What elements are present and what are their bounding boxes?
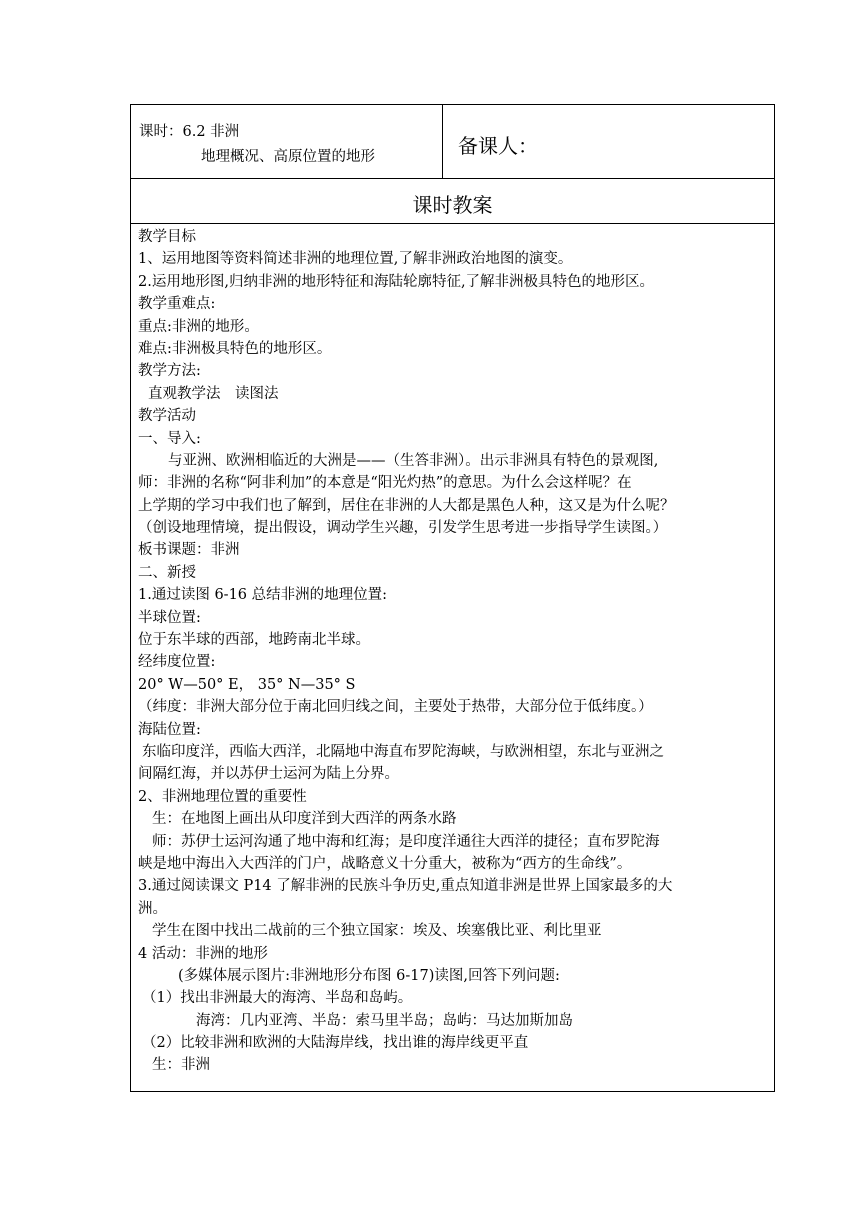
text-line: 间隔红海，并以苏伊士运河为陆上分界。 xyxy=(138,766,399,783)
text-line: 师：非洲的名称“阿非利加”的本意是“阳光灼热”的意思。为什么会这样呢？在 xyxy=(138,475,632,492)
text-line: 半球位置: xyxy=(138,609,201,626)
text-line: 直观教学法 读图法 xyxy=(148,385,279,402)
text-line: (多媒体展示图片:非洲地形分布图 6-17)读图,回答下列问题: xyxy=(178,967,560,984)
text-line: 20° W—50° E， 35° N—35° S xyxy=(138,676,356,693)
preparer-label: 备课人： xyxy=(458,134,538,158)
text-line: 东临印度洋，西临大西洋，北隔地中海直布罗陀海峡，与欧洲相望，东北与亚洲之 xyxy=(142,743,664,760)
text-line: 重点:非洲的地形。 xyxy=(138,318,259,335)
text-line: （纬度：非洲大部分位于南北回归线之间，主要处于热带，大部分位于低纬度。） xyxy=(138,699,653,716)
text-line: 2、非洲地理位置的重要性 xyxy=(138,788,307,805)
header-row xyxy=(131,105,774,179)
text-line: 上学期的学习中我们也了解到，居住在非洲的人大都是黑色人种，这又是为什么呢？ xyxy=(138,497,675,514)
text-line: 教学重难点: xyxy=(138,296,216,313)
lesson-title: 课时：6.2 非洲 xyxy=(139,124,240,140)
text-line: 4 活动：非洲的地形 xyxy=(138,945,268,962)
text-line: 师：苏伊士运河沟通了地中海和红海；是印度洋通往大西洋的捷径；直布罗陀海 xyxy=(152,833,660,850)
text-line: 一、导入: xyxy=(138,430,201,447)
text-line: 3.通过阅读课文 P14 了解非洲的民族斗争历史,重点知道非洲是世界上国家最多的大 xyxy=(138,878,673,895)
text-line: 1、运用地图等资料简述非洲的地理位置,了解非洲政治地图的演变。 xyxy=(138,251,573,268)
text-line: 难点:非洲极具特色的地形区。 xyxy=(138,340,332,357)
lesson-subtitle: 地理概况、高原位置的地形 xyxy=(201,149,375,165)
lesson-plan-table xyxy=(130,104,775,1092)
plan-title: 课时教案 xyxy=(412,193,493,217)
plan-body xyxy=(138,226,770,1077)
text-line: （2）比较非洲和欧洲的大陆海岸线，找出谁的海岸线更平直 xyxy=(142,1035,529,1052)
text-line: 生：非洲 xyxy=(152,1057,210,1074)
text-line: 峡是地中海出入大西洋的门户，战略意义十分重大，被称为“西方的生命线”。 xyxy=(138,855,632,872)
text-line: 生：在地图上画出从印度洋到大西洋的两条水路 xyxy=(152,811,457,828)
text-line: 二、新授 xyxy=(138,564,196,581)
text-line: 经纬度位置: xyxy=(138,654,216,671)
title-row xyxy=(131,179,774,224)
text-line: 教学目标 xyxy=(138,229,196,245)
text-line: 2.运用地形图,归纳非洲的地形特征和海陆轮廓特征,了解非洲极具特色的地形区。 xyxy=(138,273,655,290)
text-line: 位于东半球的西部，地跨南北半球。 xyxy=(138,632,370,649)
text-line: 洲。 xyxy=(138,900,167,917)
text-line: 教学活动 xyxy=(138,408,196,425)
preparer-cell xyxy=(443,105,774,178)
text-line: 板书课题：非洲 xyxy=(138,542,240,559)
text-line: （创设地理情境，提出假设，调动学生兴趣，引发学生思考进一步指导学生读图。） xyxy=(138,520,668,537)
text-line: 教学方法: xyxy=(138,363,201,380)
text-line: 1.通过读图 6-16 总结非洲的地理位置: xyxy=(138,587,388,604)
text-line: 海陆位置: xyxy=(138,721,201,738)
text-line: （1）找出非洲最大的海湾、半岛和岛屿。 xyxy=(142,990,413,1007)
text-line: 与亚洲、欧洲相临近的大洲是——（生答非洲）。出示非洲具有特色的景观图, xyxy=(168,452,659,469)
text-line: 海湾：几内亚湾、半岛：索马里半岛；岛屿：马达加斯加岛 xyxy=(196,1012,573,1029)
text-line: 学生在图中找出二战前的三个独立国家：埃及、埃塞俄比亚、利比里亚 xyxy=(152,923,602,940)
lesson-cell xyxy=(131,105,443,178)
